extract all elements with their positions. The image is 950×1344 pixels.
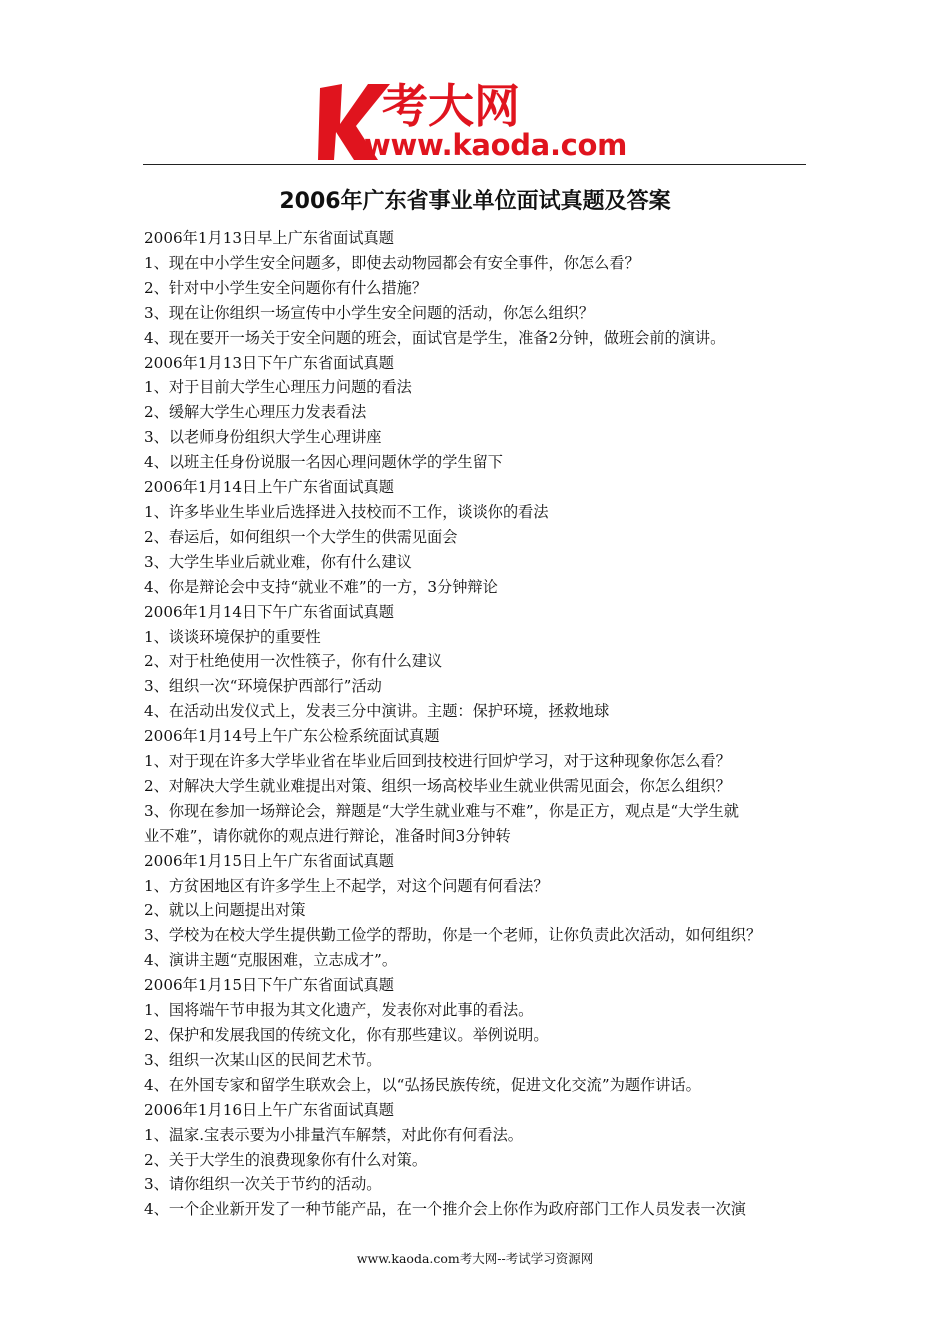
header-divider [143, 164, 806, 165]
content-line: 2、对于杜绝使用一次性筷子，你有什么建议 [144, 652, 443, 671]
content-line: 2、关于大学生的浪费现象你有什么对策。 [144, 1150, 428, 1169]
content-line: 1、现在中小学生安全问题多，即使去动物园都会有安全事件，你怎么看？ [144, 253, 640, 272]
content-line: 1、对于现在许多大学毕业省在毕业后回到技校进行回炉学习，对于这种现象你怎么看？ [144, 752, 731, 771]
logo-brand-text: 考大网 [382, 79, 520, 133]
content-line: 2、对解决大学生就业难提出对策、组织一场高校毕业生就业供需见面会，你怎么组织？ [144, 776, 731, 795]
content-line: 2006年1月14号上午广东公检系统面试真题 [144, 727, 440, 746]
content-line: 1、温家.宝表示要为小排量汽车解禁，对此你有何看法。 [144, 1125, 523, 1144]
content-line: 2006年1月16日上午广东省面试真题 [144, 1100, 394, 1119]
content-line: 4、演讲主题“克服困难，立志成才”。 [144, 951, 398, 970]
content-line: 1、对于目前大学生心理压力问题的看法 [144, 378, 412, 397]
content-line: 4、在活动出发仪式上，发表三分中演讲。主题：保护环境，拯救地球 [144, 702, 610, 721]
content-line: 2、保护和发展我国的传统文化，你有那些建议。举例说明。 [144, 1026, 549, 1044]
content-line: 2、就以上问题提出对策 [144, 901, 306, 920]
content-line: 2、春运后，如何组织一个大学生的供需见面会 [144, 527, 458, 546]
content-line: 4、一个企业新开发了一种节能产品，在一个推介会上你作为政府部门工作人员发表一次演 [144, 1200, 746, 1219]
content-line: 1、方贫困地区有许多学生上不起学，对这个问题有何看法？ [144, 876, 549, 895]
content-line: 3、以老师身份组织大学生心理讲座 [144, 428, 382, 447]
content-line: 1、许多毕业生毕业后选择进入技校而不工作，谈谈你的看法 [144, 502, 549, 521]
content-line: 3、组织一次某山区的民间艺术节。 [144, 1050, 382, 1069]
content-line: 4、在外国专家和留学生联欢会上，以“弘扬民族传统，促进文化交流”为题作讲话。 [144, 1075, 701, 1094]
content-line: 1、谈谈环境保护的重要性 [144, 627, 321, 646]
content-line: 4、以班主任身份说服一名因心理问题休学的学生留下 [144, 453, 503, 472]
content-line: 2006年1月15日下午广东省面试真题 [144, 976, 394, 995]
logo-url-text: www.kaoda.com [364, 128, 628, 160]
content-line: 1、国将端午节申报为其文化遗产，发表你对此事的看法。 [144, 1001, 534, 1020]
content-line: 业不难”，请你就你的观点进行辩论，准备时间3分钟转 [144, 826, 511, 845]
content-line: 2、缓解大学生心理压力发表看法 [144, 403, 367, 422]
content-line: 2、针对中小学生安全问题你有什么措施？ [144, 278, 428, 297]
content-line: 2006年1月14日上午广东省面试真题 [144, 478, 394, 497]
question-list [144, 226, 809, 1222]
content-line: 4、现在要开一场关于安全问题的班会，面试官是学生，准备2分钟，做班会前的演讲。 [144, 328, 726, 347]
content-line: 3、组织一次“环境保护西部行”活动 [144, 677, 382, 696]
page-footer: www.kaoda.com考大网--考试学习资源网 [356, 1251, 594, 1266]
content-line: 4、你是辩论会中支持“就业不难”的一方，3分钟辩论 [144, 577, 498, 596]
page-title: 2006年广东省事业单位面试真题及答案 [279, 189, 671, 214]
content-line: 2006年1月13日早上广东省面试真题 [144, 229, 394, 247]
content-line: 3、请你组织一次关于节约的活动。 [144, 1175, 382, 1194]
content-line: 2006年1月15日上午广东省面试真题 [144, 851, 394, 870]
content-line: 3、你现在参加一场辩论会，辩题是“大学生就业难与不难”，你是正方，观点是“大学生就 [144, 801, 739, 820]
content-line: 2006年1月14日下午广东省面试真题 [144, 602, 394, 621]
content-line: 3、现在让你组织一场宣传中小学生安全问题的活动，你怎么组织？ [144, 303, 595, 322]
content-line: 3、大学生毕业后就业难，你有什么建议 [144, 552, 412, 571]
content-line: 3、学校为在校大学生提供勤工俭学的帮助，你是一个老师，让你负责此次活动，如何组织？ [144, 926, 762, 945]
content-line: 2006年1月13日下午广东省面试真题 [144, 353, 394, 372]
kaoda-logo [316, 78, 646, 160]
